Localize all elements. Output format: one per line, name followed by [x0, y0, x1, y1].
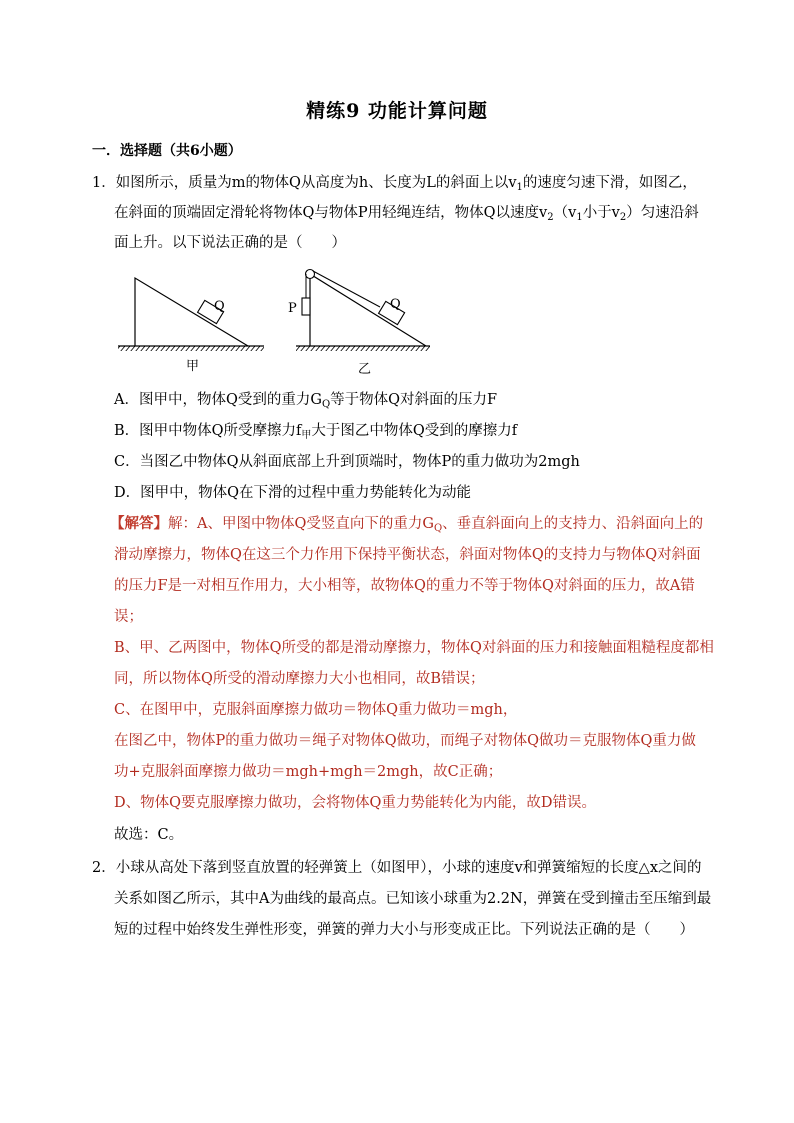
- label-yi: 乙: [358, 362, 372, 377]
- answer-line-2: 滑动摩擦力，物体Q在这三个力作用下保持平衡状态，斜面对物体Q的支持力与物体Q对斜面: [114, 547, 701, 563]
- option-a: A．图甲中，物体Q受到的重力$G_Q$等于物体Q对斜面的压力F: [114, 392, 498, 410]
- answer-line-1: 【解答】解：A、甲图中物体Q受竖直向下的重力$G_Q$、垂直斜面向上的支持力、沿斜面向上的: [110, 515, 704, 534]
- rope-incline: [313, 271, 380, 307]
- section-heading: 一．选择题（共6小题）: [92, 143, 242, 159]
- ground-hatch: [118, 346, 264, 351]
- answer-line-8: 在图乙中，物体P的重力做功＝绳子对物体Q做功，而绳子对物体Q做功＝克服物体Q重力做: [114, 733, 696, 749]
- option-b: B．图甲中物体Q所受摩擦力$f_甲$大于图乙中物体Q受到的摩擦力f: [114, 423, 518, 441]
- option-c: C．当图乙中物体Q从斜面底部上升到顶端时，物体P的重力做功为2mgh: [114, 454, 580, 470]
- ground-hatch: [296, 346, 430, 351]
- answer-line-5: B、甲、乙两图中，物体Q所受的都是滑动摩擦力，物体Q对斜面的压力和接触面粗糙程度都相: [114, 640, 714, 656]
- incline-figures: [110, 262, 440, 382]
- answer-line-6: 同，所以物体Q所受的滑动摩擦力大小也相同，故B错误；: [114, 671, 485, 687]
- question-1-line-3: 面上升。以下说法正确的是（ ）: [114, 235, 346, 251]
- answer-tag: 【解答】: [110, 515, 168, 532]
- option-d: D．图甲中，物体Q在下滑的过程中重力势能转化为动能: [114, 485, 472, 501]
- answer-line-4: 误；: [114, 609, 143, 625]
- figure-yi: [288, 270, 430, 378]
- label-p: P: [288, 301, 297, 316]
- label-q-jia: Q: [214, 299, 225, 314]
- figure-jia: [118, 278, 264, 374]
- question-number: 2．: [92, 860, 116, 876]
- question-1-line-1: 1．如图所示，质量为m的物体Q从高度为h、长度为L的斜面上以$v_1$的速度匀速下滑，如图乙，: [92, 175, 697, 193]
- incline-triangle: [310, 274, 426, 346]
- label-q-yi: Q: [390, 297, 401, 312]
- question-2-line-1: 2．小球从高处下落到竖直放置的轻弹簧上（如图甲），小球的速度v和弹簧缩短的长度△x之间的: [92, 860, 702, 876]
- label-jia: 甲: [186, 359, 200, 374]
- answer-line-9: 功+克服斜面摩擦力做功＝mgh+mgh＝2mgh，故C正确；: [114, 764, 503, 780]
- incline-triangle: [135, 278, 248, 346]
- question-2-line-3: 短的过程中始终发生弹性形变，弹簧的弹力大小与形变成正比。下列说法正确的是（ ）: [114, 922, 694, 938]
- answer-line-10: D、物体Q要克服摩擦力做功，会将物体Q重力势能转化为内能，故D错误。: [114, 795, 597, 811]
- answer-line-3: 的压力F是一对相互作用力，大小相等，故物体Q的重力不等于物体Q对斜面的压力，故A错: [114, 578, 695, 594]
- question-1-line-2: 在斜面的顶端固定滑轮将物体Q与物体P用轻绳连结，物体Q以速度$v_2(v_1$小于$v_2$）匀速沿斜: [114, 205, 699, 223]
- answer-line-7: C、在图甲中，克服斜面摩擦力做功＝物体Q重力做功＝mgh，: [114, 702, 518, 718]
- page-title: 精练9 功能计算问题: [306, 100, 488, 122]
- question-number: 1．: [92, 175, 116, 191]
- question-2-line-2: 关系如图乙所示，其中A为曲线的最高点。已知该小球重为2.2N，弹簧在受到撞击至压缩到最: [114, 891, 712, 907]
- answer-choice: 故选：C。: [114, 827, 184, 843]
- block-p: [302, 298, 310, 315]
